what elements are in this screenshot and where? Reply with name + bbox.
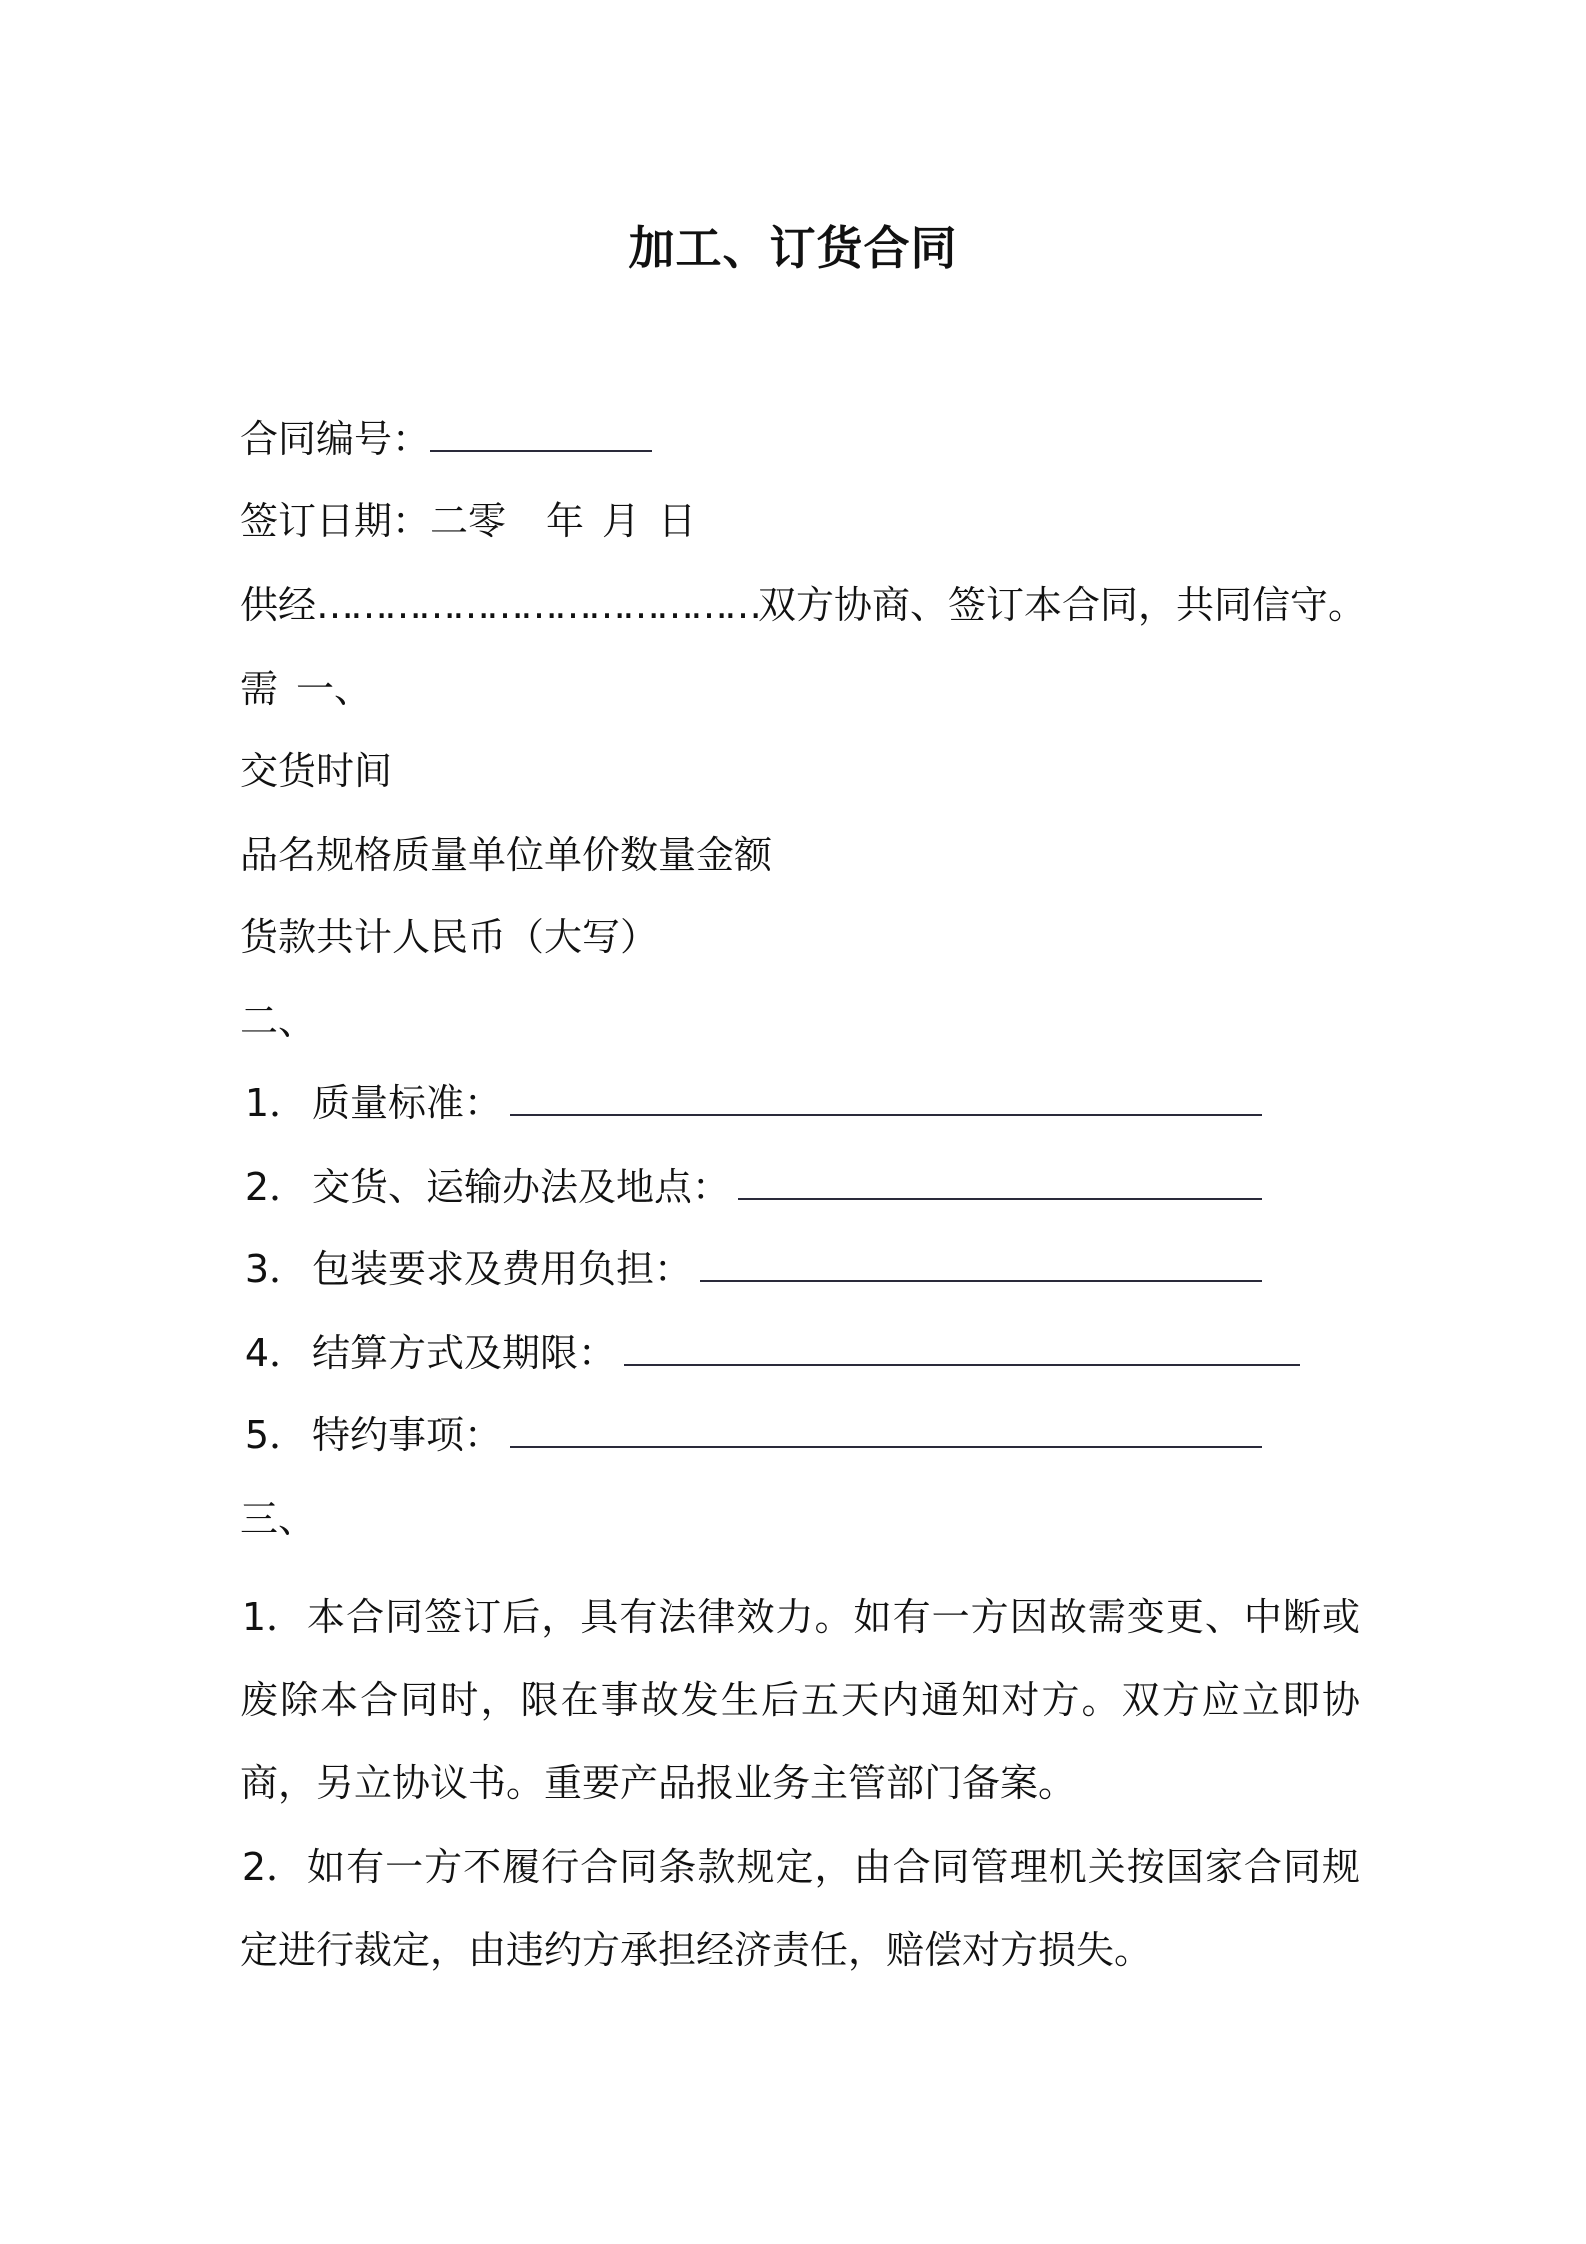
section-2-label: 二、 <box>240 999 317 1043</box>
sign-date-line <box>240 496 696 546</box>
item-number: 1． <box>244 1081 308 1125</box>
item-number: 5． <box>244 1413 308 1457</box>
sign-date-label: 签订日期： <box>240 499 431 543</box>
sign-date-value: 二零 <box>430 499 507 543</box>
item-label: 质量标准： <box>312 1081 503 1125</box>
clause-number: 2． <box>241 1845 305 1889</box>
demand-label: 需 <box>240 667 279 711</box>
supply-prefix: 供经 <box>240 583 317 627</box>
contract-no-blank[interactable] <box>430 416 652 452</box>
section-1-label: 一、 <box>296 667 373 711</box>
section-2-item-4 <box>240 1328 1300 1378</box>
item-number: 3． <box>244 1247 308 1291</box>
item-label: 结算方式及期限： <box>312 1331 617 1375</box>
document-title: 加工、订货合同 <box>628 221 958 275</box>
item-number: 2． <box>244 1165 308 1209</box>
clause-2 <box>240 1826 1360 1992</box>
item-label: 特约事项： <box>312 1413 503 1457</box>
clause-1 <box>240 1576 1360 1825</box>
quality-standard-blank[interactable] <box>510 1080 1262 1116</box>
section-2-item-3 <box>240 1244 1262 1294</box>
section-2-item-2 <box>240 1162 1262 1212</box>
section-2-item-1 <box>240 1078 1262 1128</box>
item-number: 4． <box>244 1331 308 1375</box>
month-label: 月 <box>602 499 641 543</box>
packaging-blank[interactable] <box>700 1246 1262 1282</box>
clause-text: 本合同签订后，具有法律效力。如有一方因故需变更、中断或废除本合同时，限在事故发生后五天内通知对方。双方应立即协商，另立协议书。重要产品报业务主管部门备案。 <box>240 1595 1360 1805</box>
section-2-item-5 <box>240 1410 1262 1460</box>
total-amount-label: 货款共计人民币（大写） <box>240 915 659 959</box>
delivery-time: 交货时间 <box>240 749 393 793</box>
delivery-transport-blank[interactable] <box>738 1164 1262 1200</box>
day-label: 日 <box>658 499 697 543</box>
settlement-blank[interactable] <box>624 1330 1300 1366</box>
supply-line <box>240 580 1366 630</box>
clause-text: 如有一方不履行合同条款规定，由合同管理机关按国家合同规定进行裁定，由违约方承担经济责任，赔偿对方损失。 <box>240 1845 1360 1972</box>
contract-no-line <box>240 414 652 464</box>
item-label: 包装要求及费用负担： <box>312 1247 693 1291</box>
contract-no-label: 合同编号： <box>240 417 431 461</box>
section-3-label: 三、 <box>240 1497 317 1541</box>
special-terms-blank[interactable] <box>510 1412 1262 1448</box>
item-label: 交货、运输办法及地点： <box>312 1165 731 1209</box>
item-columns: 品名规格质量单位单价数量金额 <box>240 833 773 877</box>
supply-suffix: 双方协商、签订本合同，共同信守。 <box>758 583 1367 627</box>
section-1-line <box>240 664 372 714</box>
clause-number: 1． <box>241 1595 305 1639</box>
year-label: 年 <box>546 499 585 543</box>
supply-dots: ………………………………… <box>316 583 759 627</box>
